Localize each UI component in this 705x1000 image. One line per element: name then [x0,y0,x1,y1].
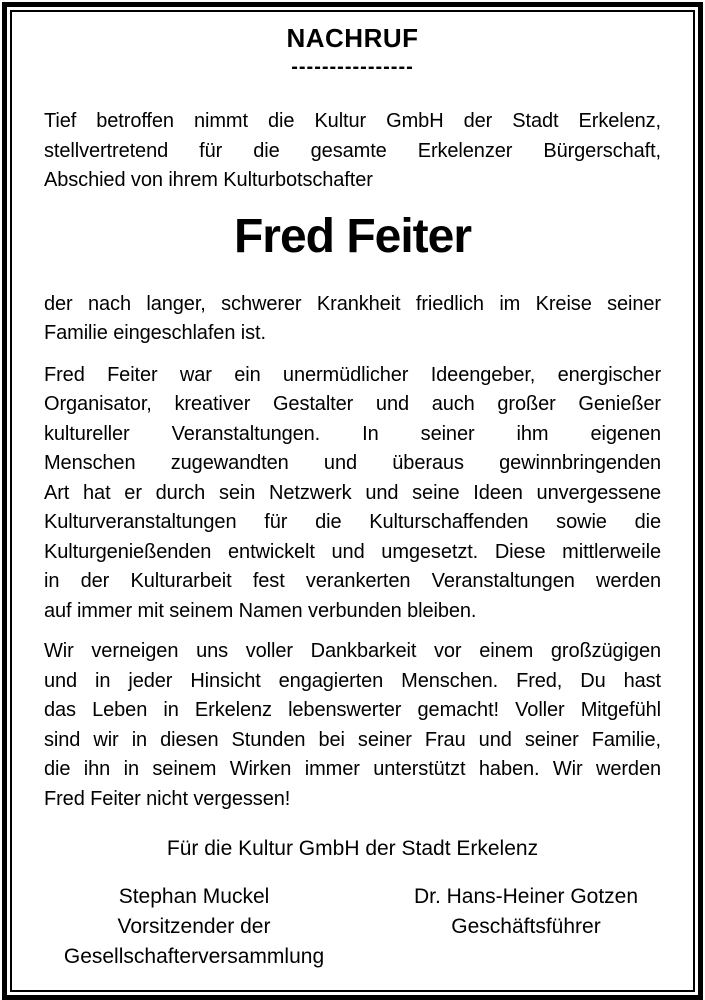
signature-block [44,882,661,972]
body-paragraph [44,290,661,349]
paragraph-line: Wir verneigen uns voller Dankbarkeit vor einem großzügigen [44,640,661,662]
intro-paragraph [44,107,661,196]
paragraph-line: Kulturgenießenden entwickelt und umgesetzt. Diese mittlerweile [44,540,661,563]
paragraph-line: Kulturveranstaltungen für die Kulturschaffenden sowie die [44,511,661,533]
paragraph-line: Fred Feiter war ein unermüdlicher Ideengeber, energischer [44,363,661,386]
closing-line: Für die Kultur GmbH der Stadt Erkelenz [166,837,539,860]
notice-kicker: NACHRUF [286,23,419,53]
paragraph-line: in der Kulturarbeit fest verankerten Veranstaltungen werden [44,570,661,592]
notice-content [12,12,693,990]
paragraph-line: sind wir in diesen Stunden bei seiner Frau und seiner Familie, [44,728,661,751]
signature-left [44,882,344,972]
paragraph-line: Art hat er durch sein Netzwerk und seine Ideen unvergessene [44,481,661,504]
intro-line: Tief betroffen nimmt die Kultur GmbH der Stadt Erkelenz, [44,110,661,132]
paragraph-line: auf immer mit seinem Namen verbunden bleiben. [44,599,477,622]
paragraph-line: die ihn in seinem Wirken immer unterstützt haben. Wir werden [44,758,661,780]
signatory-name: Dr. Hans-Heiner Gotzen [413,884,639,908]
paragraph-line: das Leben in Erkelenz lebenswerter gemacht! Voller Mitgefühl [44,699,661,721]
signatory-role: Gesellschafterversammlung [63,944,325,968]
intro-line: Abschied von ihrem Kulturbotschafter [44,169,373,191]
deceased-name: Fred Feiter [233,209,472,263]
paragraph-line: Organisator, kreativer Gestalter und auch großer Genießer [44,393,661,415]
signatory-name: Stephan Muckel [118,884,270,908]
signatory-role: Geschäftsführer [451,914,601,938]
paragraph-line: Menschen zugewandten und überaus gewinnbringenden [44,452,661,474]
intro-line: stellvertretend für die gesamte Erkelenzer Bürgerschaft, [44,139,661,162]
signature-right [391,882,661,972]
paragraph-line: Fred Feiter nicht vergessen! [44,787,291,810]
paragraph-line: der nach langer, schwerer Krankheit friedlich im Kreise seiner [44,292,661,315]
paragraph-line: Familie eingeschlafen ist. [44,322,266,344]
body-paragraph [44,637,661,814]
body-paragraph [44,361,661,627]
paragraph-line: kultureller Veranstaltungen. In seiner ihm eigenen [44,422,661,445]
paragraph-line: und in jeder Hinsicht engagierten Menschen. Fred, Du hast [44,669,661,692]
kicker-divider: ---------------- [291,56,414,78]
signatory-role: Vorsitzender der [117,914,271,938]
